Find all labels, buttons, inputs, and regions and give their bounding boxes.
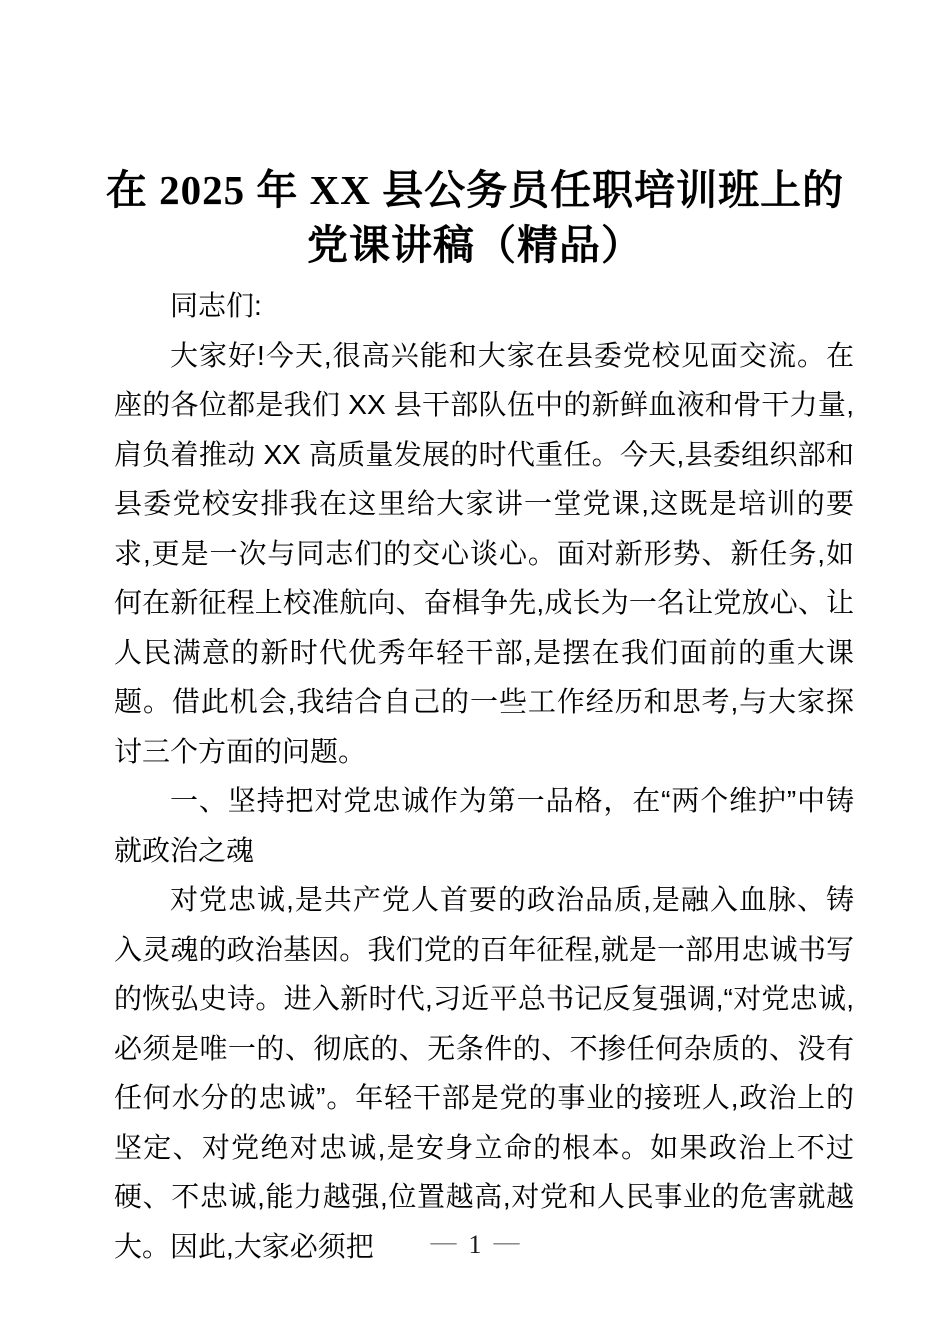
document-title — [60, 163, 890, 273]
intro-paragraph: 大家好!今天,很高兴能和大家在县委党校见面交流。在座的各位都是我们 XX 县干部队伍中的新鲜血液和骨干力量,肩负着推动 XX 高质量发展的时代重任。今天,县委组织部和县委党校安排我在这里给大家讲一堂党课,这既是培训的要求,更是一次与同志们的交心谈心。面对新形势、新任务,如何在新征程上校准航向、奋楫争先,成长为一名让党放心、让人民满意的新时代优秀年轻干部,是摆在我们面前的重大课题。借此机会,我结合自己的一些工作经历和思考,与大家探讨三个方面的问题。 — [114, 339, 854, 767]
document-body — [114, 281, 854, 1271]
footer-left-dash: — — [430, 1227, 457, 1256]
page-number: 1 — [468, 1230, 482, 1259]
page-footer — [0, 1227, 950, 1263]
document-title-line-1: 在 2025 年 XX 县公务员任职培训班上的 — [105, 167, 845, 213]
section-1-paragraph: 对党忠诚,是共产党人首要的政治品质,是融入血脉、铸入灵魂的政治基因。我们党的百年征程,就是一部用忠诚书写的恢弘史诗。进入新时代,习近平总书记反复强调,“对党忠诚,必须是唯一的、彻底的、无条件的、不掺任何杂质的、没有任何水分的忠诚”。年轻干部是党的事业的接班人,政治上的坚定、对党绝对忠诚,是安身立命的根本。如果政治上不过硬、不忠诚,能力越强,位置越高,对党和人民事业的危害就越大。因此,大家必须把 — [114, 884, 854, 1262]
section-heading-1: 一、坚持把对党忠诚作为第一品格，在“两个维护”中铸就政治之魂 — [114, 785, 854, 866]
salutation-paragraph: 同志们: — [170, 290, 262, 321]
document-title-line-2: 党课讲稿（精品） — [307, 222, 643, 268]
footer-right-dash: — — [493, 1227, 520, 1256]
